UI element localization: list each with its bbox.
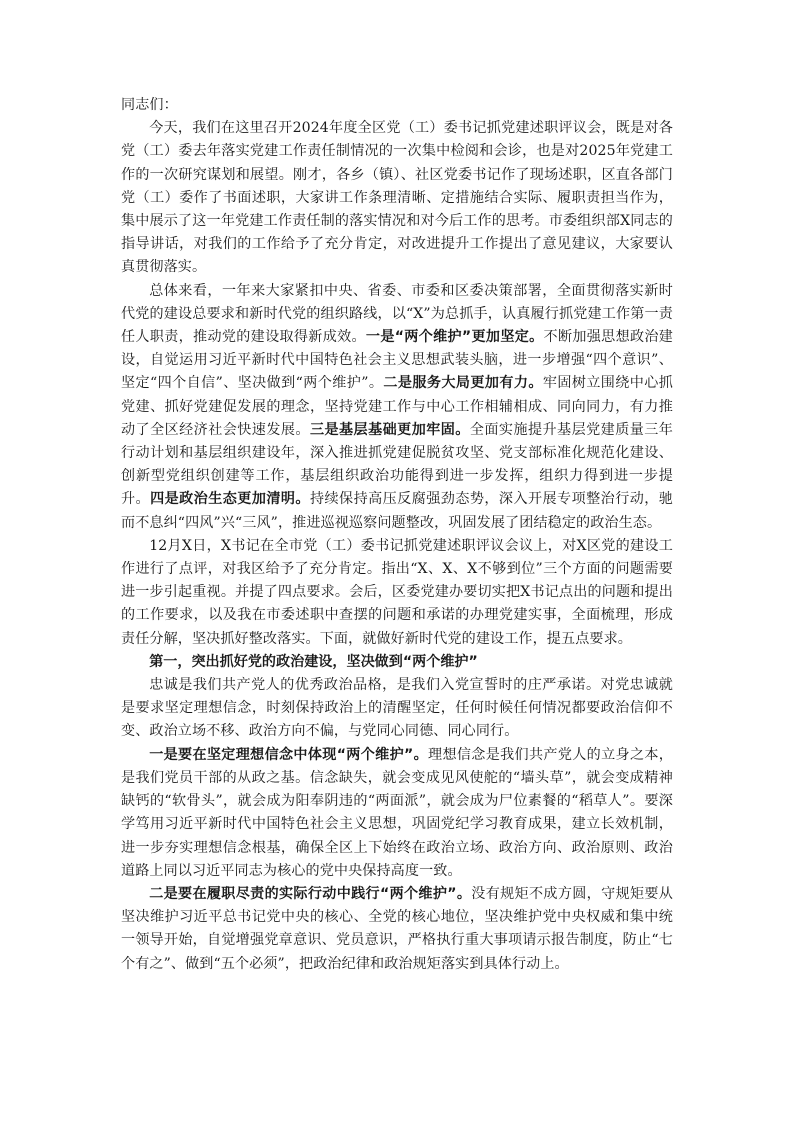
duty-heading: 二是要在履职尽责的实际行动中践行“两个维护”。 (149, 885, 472, 902)
point-four-heading: 四是政治生态更加清明。 (150, 491, 310, 508)
document-page (121, 94, 673, 976)
duty-text: 没有规矩不成方圆，守规矩要从坚决维护习近平总书记党中央的核心、全党的核心地位，坚决维护党中央权威和集中统一领导开始，自觉增强党章意识、党员意识，严格执行重大事项请示报告制度，防止“七个有之”、做到“五个必须”，把政治纪律和政治规矩落实到具体行动上。 (121, 885, 673, 972)
ideals-text: 理想信念是我们共产党人的立身之本，是我们党员干部的从政之基。信念缺失，就会变成见风使舵的“墙头草”，就会变成精神缺钙的“软骨头”，就会成为阳奉阴违的“两面派”，就会成为尸位素餐的“稻草人”。要深学笃用习近平新时代中国特色社会主义思想，巩固党纪学习教育成果，建立长效机制，进一步夯实理想信念根基，确保全区上下始终在政治立场、政治方向、政治原则、政治道路上同以习近平同志为核心的党中央保持高度一致。 (121, 746, 673, 879)
salutation: 同志们： (121, 97, 178, 113)
paragraph-opening: 今天，我们在这里召开2024年度全区党（工）委书记抓党建述职评议会，既是对各党（工）委去年落实党建工作责任制情况的一次集中检阅和会诊，也是对2025年党建工作的一次研究谋划和展望。刚才，各乡（镇）、社区党委书记作了现场述职，区直各部门党（工）委作了书面述职，大家讲工作条理清晰、定措施结合实际、履职责担当作为，集中展示了这一年党建工作责任制的落实情况和对今后工作的思考。市委组织部X同志的指导讲话，对我们的工作给予了充分肯定，对改进提升工作提出了意见建议，大家要认真贯彻落实。 (121, 120, 673, 276)
point-two-heading: 二是服务大局更加有力。 (383, 375, 543, 392)
point-three-text: 全面实施提升基层党建质量三年行动计划和基层组织建设年，深入推进抓党建促脱贫攻坚、党支部标准化规范化建设、创新型党组织创建等工作，基层组织政治功能得到进一步发挥，组织力得到进一步提升。 (121, 421, 673, 508)
ideals-heading: 一是要在坚定理想信念中体现“两个维护”。 (149, 746, 429, 763)
section-heading-first: 第一，突出抓好党的政治建设，坚决做到“两个维护” (149, 653, 478, 670)
point-four-text: 持续保持高压反腐强劲态势，深入开展专项整治行动，驰而不息纠“四风”兴“三风”，推进巡视巡察问题整改，巩固发展了团结稳定的政治生态。 (121, 491, 673, 531)
paragraph-ideals (121, 744, 673, 883)
paragraph-overview (121, 280, 673, 535)
point-three-heading: 三是基层基础更加牢固。 (309, 421, 470, 438)
point-one-text: 不断加强思想政治建设，自觉运用习近平新时代中国特色社会主义思想武装头脑，进一步增强“四个意识”、坚定“四个自信”、坚决做到“两个维护”。 (121, 329, 673, 392)
paragraph-duty (121, 883, 673, 976)
paragraph-loyalty: 忠诚是我们共产党人的优秀政治品格，是我们入党宣誓时的庄严承诺。对党忠诚就是要求坚定理想信念，时刻保持政治上的清醒坚定，任何时候任何情况都要政治信仰不变、政治立场不移、政治方向不偏，与党同心同德、同心同行。 (121, 677, 673, 740)
overview-intro: 总体来看，一年来大家紧扣中央、省委、市委和区委决策部署，全面贯彻落实新时代党的建设总要求和新时代党的组织路线，以“X”为总抓手，认真履行抓党建工作第一责任人职责，推动党的建设取得新成效。 (121, 282, 673, 346)
point-two-text: 牢固树立围绕中心抓党建、抓好党建促发展的理念，坚持党建工作与中心工作相辅相成、同向同力，有力推动了全区经济社会快速发展。 (121, 375, 673, 438)
point-one-heading: 一是“两个维护”更加坚定。 (365, 329, 544, 346)
paragraph-review: 12月X日，X书记在全市党（工）委书记抓党建述职评议会议上，对X区党的建设工作进行了点评，对我区给予了充分肯定。指出“X、X、X不够到位”三个方面的问题需要进一步引起重视。并提了四点要求。会后，区委党建办要切实把X书记点出的问题和提出的工作要求，以及我在市委述职中查摆的问题和承诺的办理党建实事，全面梳理，形成责任分解，坚决抓好整改落实。下面，就做好新时代党的建设工作，提五点要求。 (121, 537, 673, 647)
